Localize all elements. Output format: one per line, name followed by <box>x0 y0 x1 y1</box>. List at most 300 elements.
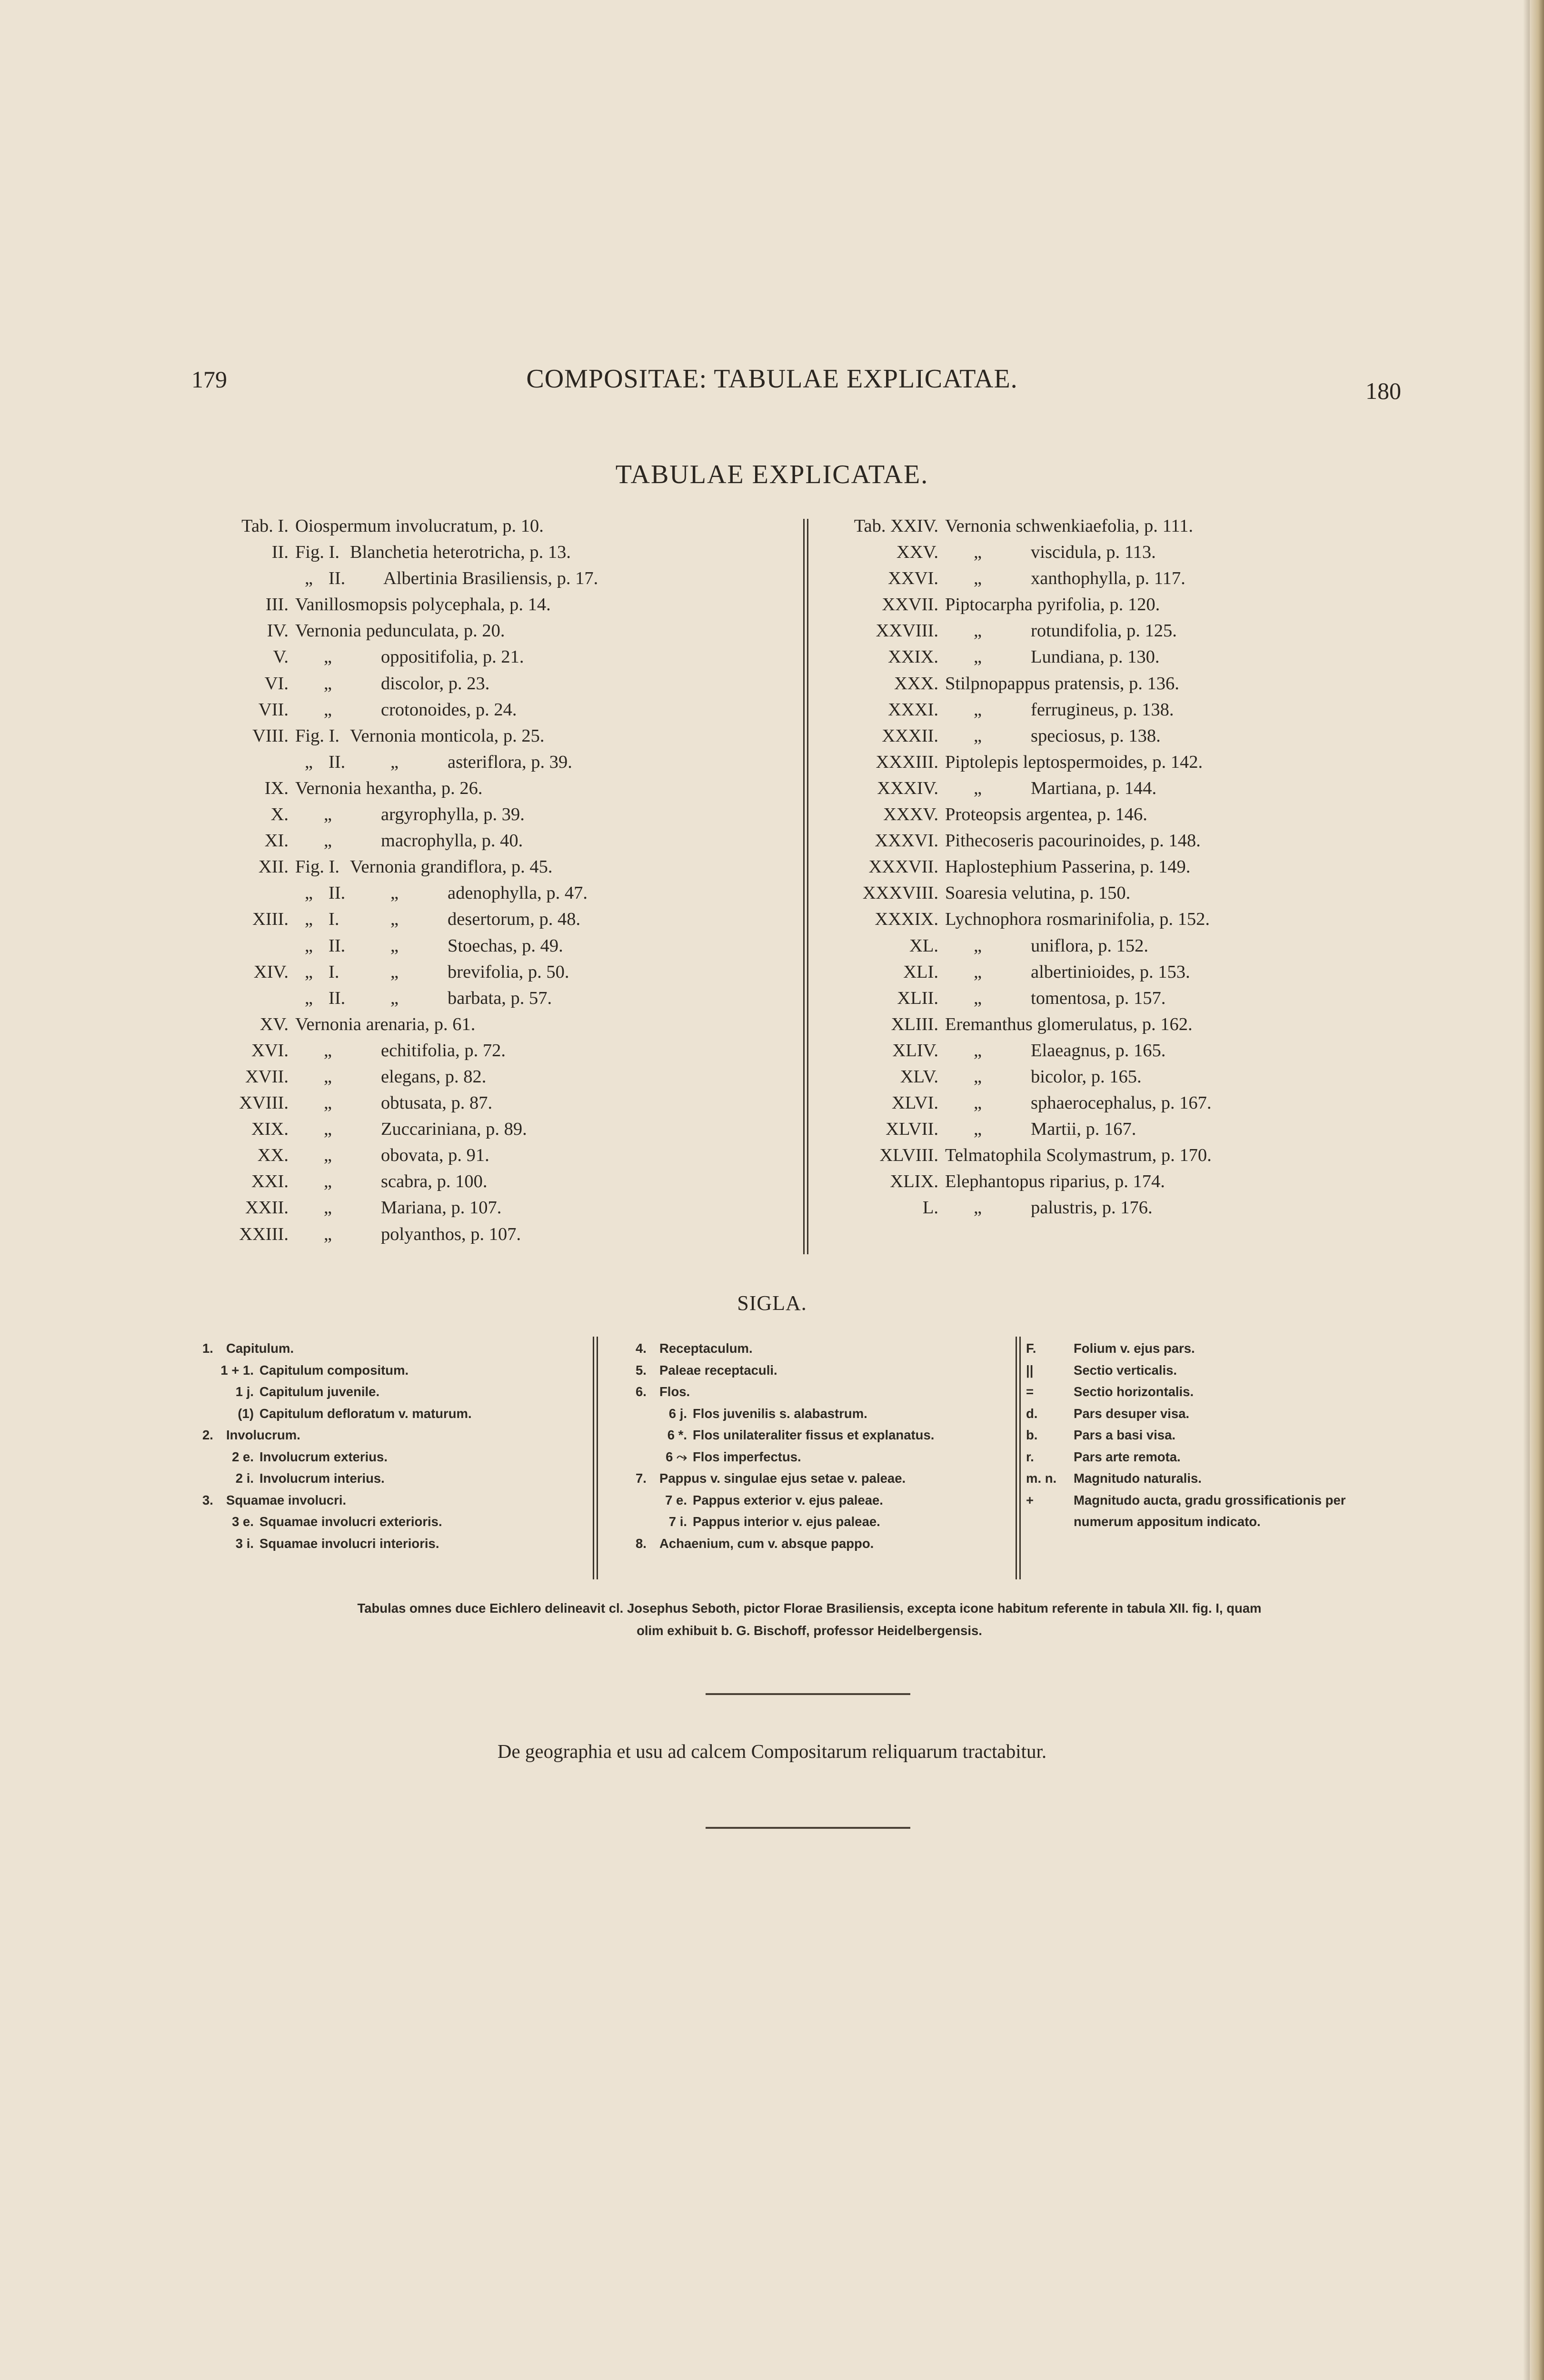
ditto-mark: „ <box>324 647 332 667</box>
sigla-entry <box>636 1381 1016 1403</box>
plate-entry <box>877 775 1435 802</box>
plate-number: XLI. <box>903 962 938 982</box>
plate-entry <box>295 565 786 592</box>
ditto-mark: „ <box>974 1198 982 1218</box>
plate-species: Telmatophila Scolymastrum, p. 170. <box>945 1145 1212 1166</box>
plate-entry <box>892 1038 1435 1064</box>
note-line-1: Tabulas omnes duce Eichlero delineavit cl. Josephus Seboth, pictor Florae Brasiliensis, excepta icone habitum referente in tabula XII. fig. I, quam <box>357 1601 1262 1616</box>
sigla-symbol: = <box>1026 1384 1034 1399</box>
plate-species: Eremanthus glomerulatus, p. 162. <box>945 1014 1193 1034</box>
sigla-symbol: F. <box>1026 1341 1036 1356</box>
figure-label: Fig. I. <box>295 542 340 563</box>
figure-label: Fig. I. <box>295 857 340 877</box>
plate-number: V. <box>273 647 289 667</box>
ditto-mark: „ <box>324 1145 332 1166</box>
plate-species: oppositifolia, p. 21. <box>381 647 524 667</box>
ditto-mark: „ <box>324 1093 332 1113</box>
plate-number: XXXVIII. <box>862 883 938 903</box>
ditto-mark: „ <box>390 883 399 903</box>
sigla-symbol: 7 i. <box>668 1514 687 1529</box>
plate-entry <box>251 1169 786 1195</box>
plate-number: XLVIII. <box>879 1145 938 1166</box>
plate-species: palustris, p. 176. <box>1031 1198 1153 1218</box>
ditto-mark: „ <box>974 621 982 641</box>
plate-species: adenophylla, p. 47. <box>448 883 588 903</box>
ditto-mark: „ <box>974 647 982 667</box>
ditto-mark: „ <box>305 962 313 982</box>
sigla-symbol: d. <box>1026 1406 1038 1421</box>
column-divider <box>807 519 808 1254</box>
plate-species: obovata, p. 91. <box>381 1145 489 1166</box>
plate-species: polyanthos, p. 107. <box>381 1224 521 1244</box>
plate-species: Mariana, p. 107. <box>381 1198 502 1218</box>
sigla-entry <box>636 1424 1016 1446</box>
plate-species: discolor, p. 23. <box>381 673 490 694</box>
sigla-entry <box>202 1489 583 1511</box>
sigla-meaning: Involucrum. <box>226 1428 300 1442</box>
ditto-mark: „ <box>974 568 982 589</box>
sigla-symbol: r. <box>1026 1449 1034 1464</box>
rule-top <box>706 1693 910 1695</box>
plate-number: VIII. <box>252 725 289 746</box>
plate-entry <box>270 802 786 828</box>
sigla-symbol: 6. <box>636 1384 647 1399</box>
plate-species: xanthophylla, p. 117. <box>1031 568 1185 589</box>
plate-entry <box>251 1116 786 1142</box>
sigla-meaning: Flos imperfectus. <box>693 1449 801 1464</box>
sigla-entry <box>636 1359 1016 1381</box>
plate-entry <box>876 618 1435 644</box>
plate-species: Vernonia grandiflora, p. 45. <box>350 857 553 877</box>
plate-number: IV. <box>267 621 289 641</box>
plate-species: Vernonia pedunculata, p. 20. <box>295 621 505 641</box>
figure-label: I. <box>329 909 339 930</box>
sigla-entry <box>202 1338 583 1359</box>
plate-number: XII. <box>258 857 289 877</box>
plate-number: XIX. <box>251 1119 289 1140</box>
sigla-meaning: Sectio verticalis. <box>1074 1362 1177 1378</box>
sigla-meaning: Magnitudo aucta, gradu grossificationis per <box>1074 1492 1346 1507</box>
plate-species: Martiana, p. 144. <box>1031 778 1157 798</box>
plate-number: XLVI. <box>891 1093 938 1113</box>
plate-number: XIII. <box>252 909 289 930</box>
plate-number: XLIX. <box>890 1171 938 1192</box>
sigla-meaning: Flos. <box>659 1384 690 1399</box>
plate-species: scabra, p. 100. <box>381 1171 488 1192</box>
page-edge <box>1530 0 1544 2380</box>
plate-entry <box>264 828 786 854</box>
sigla-meaning: Receptaculum. <box>659 1341 753 1356</box>
plate-entry <box>876 749 1435 775</box>
plate-number: XXI. <box>251 1171 289 1192</box>
ditto-mark: „ <box>324 831 332 851</box>
sigla-entry <box>1026 1424 1421 1446</box>
plate-number: XLV. <box>900 1066 938 1087</box>
ditto-mark: „ <box>324 1198 332 1218</box>
figure-label: I. <box>329 962 339 982</box>
ditto-mark: „ <box>324 804 332 825</box>
plate-entry <box>252 723 786 749</box>
sigla-title: SIGLA. <box>737 1291 807 1315</box>
sigla-symbol: 2. <box>202 1428 213 1442</box>
plate-species: Piptocarpha pyrifolia, p. 120. <box>945 595 1160 615</box>
plate-number: XL. <box>909 935 938 956</box>
plate-number: Tab. XXIV. <box>854 516 938 536</box>
ditto-mark: „ <box>974 725 982 746</box>
ditto-mark: „ <box>305 935 313 956</box>
sigla-entry <box>636 1403 1016 1425</box>
plate-number: L. <box>922 1198 938 1218</box>
ditto-mark: „ <box>974 778 982 798</box>
ditto-mark: „ <box>974 962 982 982</box>
plate-number: XXXVI. <box>875 831 938 851</box>
ditto-mark: „ <box>324 673 332 694</box>
sigla-symbol: 6 ⤳ <box>666 1449 687 1464</box>
plate-species: Piptolepis leptospermoides, p. 142. <box>945 752 1203 772</box>
plate-entry <box>239 1221 786 1248</box>
sigla-entry <box>202 1446 583 1468</box>
sigla-meaning: Capitulum defloratum v. maturum. <box>259 1406 472 1421</box>
plate-number: VII. <box>258 699 289 720</box>
plate-number: XXXIII. <box>876 752 938 772</box>
plate-entry <box>882 723 1435 749</box>
sigla-entry <box>1026 1359 1421 1381</box>
sigla-entry <box>1026 1446 1421 1468</box>
sigla-meaning: Squamae involucri. <box>226 1492 347 1507</box>
page-gutter-shadow <box>1523 0 1530 2380</box>
plate-number: XLVII. <box>886 1119 938 1140</box>
figure-label: Fig. I. <box>295 725 340 746</box>
sigla-meaning: Flos unilateraliter fissus et explanatus. <box>693 1428 935 1442</box>
plate-species: viscidula, p. 113. <box>1031 542 1156 563</box>
ditto-mark: „ <box>305 568 313 589</box>
ditto-mark: „ <box>974 1119 982 1140</box>
plate-entry <box>896 539 1435 565</box>
ditto-mark: „ <box>305 752 313 772</box>
plate-entry <box>295 749 786 775</box>
plate-number: XVII. <box>245 1066 289 1087</box>
plate-entry <box>258 697 786 723</box>
sigla-column-2 <box>636 1338 1016 1554</box>
plate-number: Tab. I. <box>241 516 289 536</box>
sigla-meaning: Capitulum juvenile. <box>259 1384 380 1399</box>
plate-species: Elaeagnus, p. 165. <box>1031 1040 1166 1061</box>
ditto-mark: „ <box>324 1066 332 1087</box>
sigla-symbol: (1) <box>238 1406 254 1421</box>
plate-species: rotundifolia, p. 125. <box>1031 621 1177 641</box>
ditto-mark: „ <box>305 988 313 1008</box>
sigla-entry <box>1026 1381 1421 1403</box>
sigla-symbol: 1 j. <box>235 1384 254 1399</box>
plate-species: desertorum, p. 48. <box>448 909 581 930</box>
plate-entry <box>295 985 786 1012</box>
plate-species: Martii, p. 167. <box>1031 1119 1136 1140</box>
plate-entry <box>886 1116 1435 1142</box>
sigla-entry <box>636 1468 1016 1489</box>
plate-species: Zuccariniana, p. 89. <box>381 1119 527 1140</box>
sigla-entry <box>202 1403 583 1425</box>
plate-entry <box>245 1064 786 1090</box>
plate-species: Vernonia arenaria, p. 61. <box>295 1014 476 1034</box>
sigla-symbol: || <box>1026 1362 1034 1378</box>
plate-entry <box>891 1012 1435 1038</box>
sigla-meaning: Achaenium, cum v. absque pappo. <box>659 1536 874 1551</box>
plate-number: XV. <box>259 1014 289 1034</box>
sigla-entry <box>1026 1489 1421 1511</box>
sigla-symbol: 3 i. <box>235 1536 254 1551</box>
plate-entry <box>883 802 1435 828</box>
illustrator-note <box>195 1597 1424 1642</box>
plate-entry <box>245 1195 786 1221</box>
plate-number: XXXIX. <box>875 909 938 930</box>
ditto-mark: „ <box>390 935 399 956</box>
plate-entry <box>879 1142 1435 1169</box>
sigla-divider <box>1019 1337 1021 1579</box>
plate-number: XI. <box>264 831 289 851</box>
plate-species: Haplostephium Passerina, p. 149. <box>945 857 1191 877</box>
ditto-mark: „ <box>305 883 313 903</box>
plate-number: XVI. <box>251 1040 289 1061</box>
ditto-mark: „ <box>324 699 332 720</box>
sigla-meaning: Flos juvenilis s. alabastrum. <box>693 1406 867 1421</box>
section-title: TABULAE EXPLICATAE. <box>615 460 929 489</box>
plate-entry <box>271 539 786 565</box>
plate-species: speciosus, p. 138. <box>1031 725 1161 746</box>
figure-label: II. <box>329 935 346 956</box>
plate-entry <box>264 671 786 697</box>
plate-entry <box>909 933 1435 959</box>
plate-number: IX. <box>264 778 289 798</box>
sigla-meaning: Capitulum compositum. <box>259 1362 409 1378</box>
plate-species: Blanchetia heterotricha, p. 13. <box>350 542 571 563</box>
sigla-divider <box>597 1337 598 1579</box>
sigla-meaning: Pappus exterior v. ejus paleae. <box>693 1492 883 1507</box>
sigla-symbol: 1. <box>202 1341 213 1356</box>
sigla-symbol: 4. <box>636 1341 647 1356</box>
plate-number: XXXVII. <box>868 857 938 877</box>
sigla-meaning: Pars arte remota. <box>1074 1449 1181 1464</box>
ditto-mark: „ <box>324 1119 332 1140</box>
sigla-meaning: Pars desuper visa. <box>1074 1406 1190 1421</box>
plate-species: Lundiana, p. 130. <box>1031 647 1160 667</box>
sigla-entry <box>1026 1468 1421 1489</box>
plate-species: bicolor, p. 165. <box>1031 1066 1142 1087</box>
rule-bottom <box>706 1827 910 1829</box>
plate-species: Oiospermum involucratum, p. 10. <box>295 516 544 536</box>
plate-number: XXXIV. <box>877 778 938 798</box>
plate-species: Stilpnopappus pratensis, p. 136. <box>945 673 1179 694</box>
ditto-mark: „ <box>390 752 399 772</box>
running-title: COMPOSITAE: TABULAE EXPLICATAE. <box>526 364 1018 394</box>
plate-entry <box>888 697 1435 723</box>
plate-entry <box>239 1090 786 1116</box>
sigla-meaning: Sectio horizontalis. <box>1074 1384 1194 1399</box>
sigla-symbol: + <box>1026 1492 1034 1507</box>
plate-species: albertinioides, p. 153. <box>1031 962 1190 982</box>
plate-entry <box>267 618 786 644</box>
sigla-symbol: b. <box>1026 1428 1038 1442</box>
page-number-left: 179 <box>191 366 227 393</box>
plate-number: XXV. <box>896 542 938 563</box>
sigla-symbol: 3. <box>202 1492 213 1507</box>
ditto-mark: „ <box>974 542 982 563</box>
plate-species: argyrophylla, p. 39. <box>381 804 525 825</box>
ditto-mark: „ <box>324 1171 332 1192</box>
plate-number: XX. <box>257 1145 289 1166</box>
sigla-symbol: m. n. <box>1026 1471 1057 1486</box>
plate-entry <box>875 906 1435 932</box>
plate-species: sphaerocephalus, p. 167. <box>1031 1093 1212 1113</box>
plate-number: VI. <box>264 673 289 694</box>
ditto-mark: „ <box>974 699 982 720</box>
sigla-meaning: Pappus v. singulae ejus setae v. paleae. <box>659 1471 906 1486</box>
sigla-symbol: 2 i. <box>235 1471 254 1486</box>
plate-species: Proteopsis argentea, p. 146. <box>945 804 1147 825</box>
plate-entry <box>264 775 786 802</box>
plate-entry <box>253 959 786 985</box>
plate-number: XXVIII. <box>876 621 938 641</box>
sigla-column-3 <box>1026 1338 1421 1533</box>
sigla-entry <box>202 1533 583 1555</box>
plate-species: crotonoides, p. 24. <box>381 699 517 720</box>
plate-number: XLII. <box>897 988 938 1008</box>
plate-number: XXXV. <box>883 804 938 825</box>
page-number-right: 180 <box>1365 377 1401 404</box>
plate-species: Pithecoseris pacourinoides, p. 148. <box>945 831 1201 851</box>
sigla-column-1 <box>202 1338 583 1554</box>
sigla-entry <box>636 1338 1016 1359</box>
sigla-meaning: Paleae receptaculi. <box>659 1362 777 1378</box>
sigla-symbol: 2 e. <box>232 1449 254 1464</box>
sigla-entry <box>1026 1403 1421 1425</box>
plate-number: XXIX. <box>888 647 938 667</box>
sigla-entry <box>636 1533 1016 1555</box>
ditto-mark: „ <box>324 1224 332 1244</box>
sigla-meaning: Squamae involucri interioris. <box>259 1536 439 1551</box>
ditto-mark: „ <box>390 988 399 1008</box>
plate-number: XXXII. <box>882 725 938 746</box>
column-divider <box>803 519 805 1254</box>
plate-species: Soaresia velutina, p. 150. <box>945 883 1131 903</box>
sigla-entry <box>202 1424 583 1446</box>
sigla-meaning: Pars a basi visa. <box>1074 1428 1176 1442</box>
sigla-meaning: Magnitudo naturalis. <box>1074 1471 1202 1486</box>
sigla-symbol: 8. <box>636 1536 647 1551</box>
plate-entry <box>868 854 1435 880</box>
note-line-2: olim exhibuit b. G. Bischoff, professor Heidelbergensis. <box>637 1623 982 1638</box>
sigla-symbol: 7. <box>636 1471 647 1486</box>
figure-label: II. <box>329 883 346 903</box>
plate-species: Vernonia hexantha, p. 26. <box>295 778 483 798</box>
plate-species: brevifolia, p. 50. <box>448 962 569 982</box>
sigla-entry <box>636 1511 1016 1533</box>
sigla-meaning: Involucrum exterius. <box>259 1449 388 1464</box>
plate-species: elegans, p. 82. <box>381 1066 487 1087</box>
sigla-meaning: Capitulum. <box>226 1341 294 1356</box>
plate-entry <box>882 592 1435 618</box>
sigla-symbol: 6 *. <box>667 1428 687 1442</box>
sigla-entry <box>636 1489 1016 1511</box>
figure-label: II. <box>329 568 346 589</box>
sigla-entry <box>202 1511 583 1533</box>
plate-entry <box>257 1142 786 1169</box>
ditto-mark: „ <box>974 1040 982 1061</box>
sigla-meaning: Folium v. ejus pars. <box>1074 1341 1195 1356</box>
ditto-mark: „ <box>974 1093 982 1113</box>
plate-entry <box>273 644 786 670</box>
sigla-symbol: 3 e. <box>232 1514 254 1529</box>
plate-entry <box>900 1064 1435 1090</box>
ditto-mark: „ <box>390 909 399 930</box>
plate-species: Elephantopus riparius, p. 174. <box>945 1171 1165 1192</box>
plate-entry <box>888 565 1435 592</box>
plate-species: Vernonia monticola, p. 25. <box>350 725 545 746</box>
plate-number: XXII. <box>245 1198 289 1218</box>
sigla-symbol: 7 e. <box>665 1492 687 1507</box>
running-header <box>0 362 1544 405</box>
figure-label: II. <box>329 752 346 772</box>
plate-entry <box>258 854 786 880</box>
plate-species: Stoechas, p. 49. <box>448 935 563 956</box>
sigla-divider <box>1016 1337 1017 1579</box>
plate-entry <box>890 1169 1435 1195</box>
sigla-entry <box>1026 1338 1421 1359</box>
closing-remark: De geographia et usu ad calcem Compositarum reliquarum tractabitur. <box>497 1740 1047 1762</box>
ditto-mark: „ <box>390 962 399 982</box>
sigla-entry <box>202 1381 583 1403</box>
plate-species: Vernonia schwenkiaefolia, p. 111. <box>945 516 1194 536</box>
plate-species: obtusata, p. 87. <box>381 1093 493 1113</box>
plate-entry <box>295 933 786 959</box>
sigla-entry <box>636 1446 1016 1468</box>
plate-species: Lychnophora rosmarinifolia, p. 152. <box>945 909 1210 930</box>
plate-number: XXVI. <box>888 568 938 589</box>
plate-entry <box>888 644 1435 670</box>
sigla-meaning: numerum appositum indicato. <box>1074 1514 1261 1529</box>
sigla-entry <box>202 1468 583 1489</box>
plate-species: ferrugineus, p. 138. <box>1031 699 1174 720</box>
plate-number: X. <box>270 804 289 825</box>
plate-species: Vanillosmopsis polycephala, p. 14. <box>295 595 551 615</box>
plates-list-right <box>854 513 1435 1221</box>
sigla-meaning: Pappus interior v. ejus paleae. <box>693 1514 880 1529</box>
plate-entry <box>891 1090 1435 1116</box>
ditto-mark: „ <box>974 935 982 956</box>
plate-number: XVIII. <box>239 1093 289 1113</box>
plate-species: Albertinia Brasiliensis, p. 17. <box>383 568 598 589</box>
figure-label: II. <box>329 988 346 1008</box>
plate-entry <box>894 671 1435 697</box>
plate-number: XLIII. <box>891 1014 938 1034</box>
plate-number: XLIV. <box>892 1040 938 1061</box>
plate-number: XXX. <box>894 673 938 694</box>
plate-entry <box>252 906 786 932</box>
plate-entry <box>265 592 786 618</box>
plate-entry <box>295 880 786 906</box>
sigla-meaning: Squamae involucri exterioris. <box>259 1514 442 1529</box>
sigla-meaning: Involucrum interius. <box>259 1471 385 1486</box>
plate-species: uniflora, p. 152. <box>1031 935 1148 956</box>
sigla-symbol: 1 + 1. <box>220 1362 254 1378</box>
plate-entry <box>241 513 786 539</box>
plates-list-left <box>239 513 786 1248</box>
plate-species: barbata, p. 57. <box>448 988 552 1008</box>
plate-entry <box>903 959 1435 985</box>
plate-number: XIV. <box>253 962 289 982</box>
plate-species: echitifolia, p. 72. <box>381 1040 506 1061</box>
sigla-entry <box>1026 1511 1421 1533</box>
plate-species: asteriflora, p. 39. <box>448 752 572 772</box>
